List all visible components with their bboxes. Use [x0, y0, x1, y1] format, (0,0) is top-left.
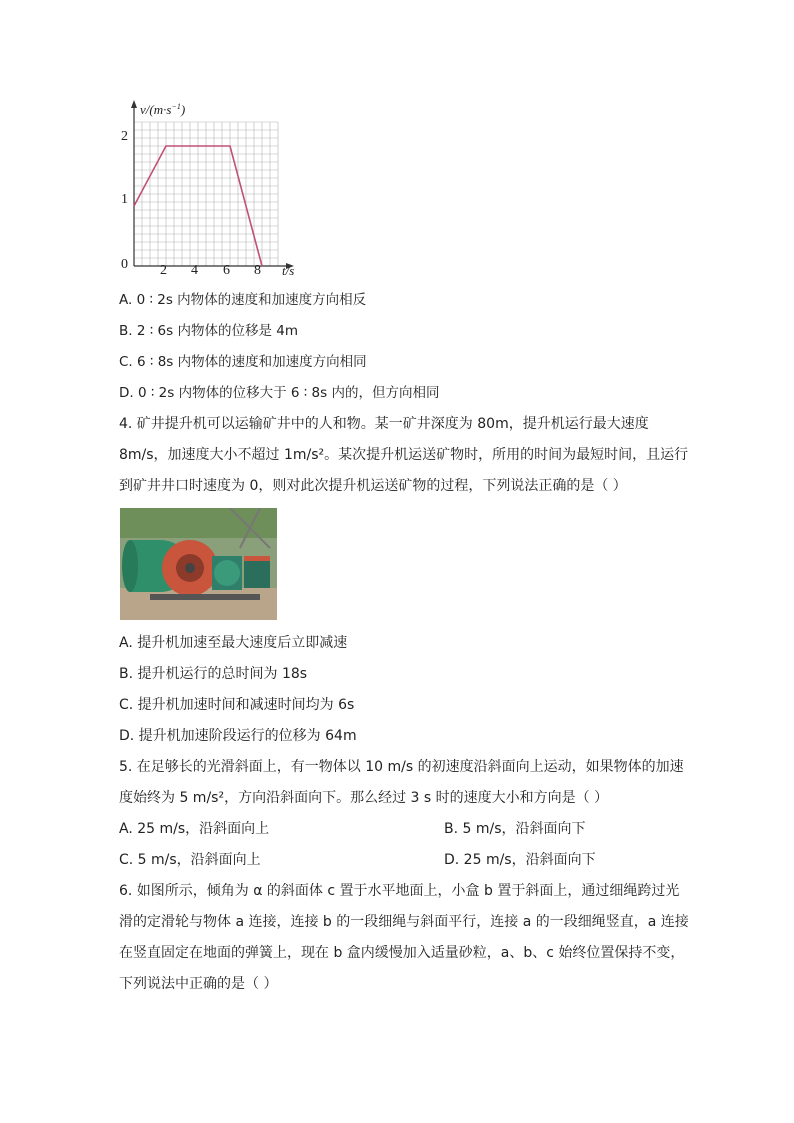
q5-stem-line-2: 度始终为 5 m/s²，方向沿斜面向下。那么经过 3 s 时的速度大小和方向是（ ）: [119, 790, 609, 806]
q6-stem-line-1: 6. 如图所示，倾角为 α 的斜面体 c 置于水平地面上，小盒 b 置于斜面上，通过细绳跨过光: [119, 883, 680, 899]
q3-option-d: D. 0 ∶ 2s 内物体的位移大于 6 ∶ 8s 内的，但方向相同: [119, 385, 440, 401]
q5-option-c: C. 5 m/s，沿斜面向上: [119, 852, 261, 868]
q4-stem-line-1: 4. 矿井提升机可以运输矿井中的人和物。某一矿井深度为 80m，提升机运行最大速度: [119, 416, 649, 432]
x-tick-6: 6: [223, 263, 230, 278]
y-tick-0: 0: [121, 257, 128, 272]
q6-stem-line-4: 下列说法中正确的是（ ）: [119, 976, 278, 992]
graph-axes: [131, 100, 294, 269]
q6-stem-line-3: 在竖直固定在地面的弹簧上，现在 b 盒内缓慢加入适量砂粒，a、b、c 始终位置保持不变，: [119, 945, 685, 961]
q4-option-a: A. 提升机加速至最大速度后立即减速: [119, 635, 348, 651]
q3-option-b: B. 2 ∶ 6s 内物体的位移是 4m: [119, 323, 298, 339]
y-axis-label: $v/(m\cdot s^{-1})$: [140, 102, 186, 117]
x-tick-2: 2: [160, 263, 167, 278]
velocity-time-graph: [112, 96, 312, 281]
x-tick-8: 8: [254, 263, 261, 278]
q4-stem-line-2: 8m/s，加速度大小不超过 1m/s²。某次提升机运送矿物时，所用的时间为最短时间，且运行: [119, 447, 689, 463]
y-tick-1: 1: [121, 192, 128, 207]
mine-hoist-photo: [120, 508, 277, 620]
q4-stem-line-3: 到矿井井口时速度为 0，则对此次提升机运送矿物的过程，下列说法正确的是（ ）: [119, 478, 627, 494]
x-tick-4: 4: [191, 263, 198, 278]
q5-stem-line-1: 5. 在足够长的光滑斜面上，有一物体以 10 m/s 的初速度沿斜面向上运动，如果物体的加速: [119, 759, 684, 775]
y-tick-2: 2: [121, 129, 128, 144]
q4-option-b: B. 提升机运行的总时间为 18s: [119, 666, 308, 682]
q6-stem-line-2: 滑的定滑轮与物体 a 连接，连接 b 的一段细绳与斜面平行，连接 a 的一段细绳竖直，a 连接: [119, 914, 689, 930]
q4-option-d: D. 提升机加速阶段运行的位移为 64m: [119, 728, 357, 744]
q5-option-a: A. 25 m/s，沿斜面向上: [119, 821, 270, 837]
q4-option-c: C. 提升机加速时间和减速时间均为 6s: [119, 697, 355, 713]
q3-option-c: C. 6 ∶ 8s 内物体的速度和加速度方向相同: [119, 354, 367, 370]
q5-option-d: D. 25 m/s，沿斜面向下: [444, 852, 596, 868]
q3-option-a: A. 0 ∶ 2s 内物体的速度和加速度方向相反: [119, 292, 367, 308]
x-axis-label: t/s: [282, 263, 295, 278]
q5-option-b: B. 5 m/s，沿斜面向下: [444, 821, 586, 837]
